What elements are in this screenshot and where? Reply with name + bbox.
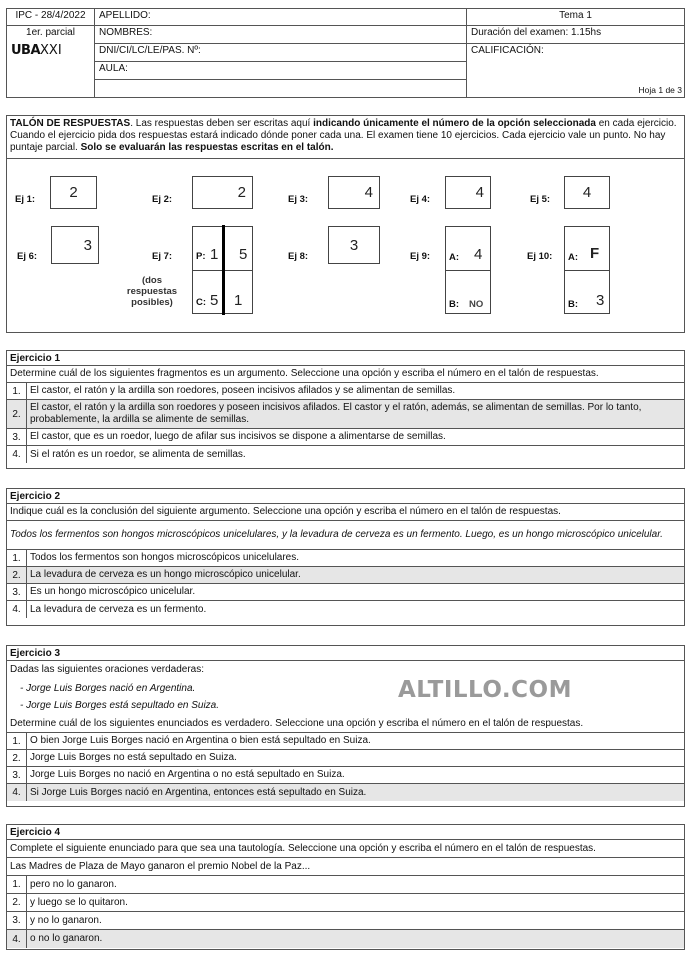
exercise-prompt: Indique cuál es la conclusión del siguiente argumento. Seleccione una opción y escriba el número en el talón de respuestas. xyxy=(7,504,684,521)
theme-label: Tema 1 xyxy=(467,9,685,26)
exam-type: 1er. parcial xyxy=(7,26,95,43)
option-number: 1. xyxy=(7,733,27,749)
ej10-b-label: B: xyxy=(568,299,579,310)
uba-logo: UBAXXI xyxy=(11,43,62,59)
duration-label: Duración del examen: 1.15hs xyxy=(467,26,685,43)
answer-sheet-instructions: TALÓN DE RESPUESTAS. Las respuestas deben ser escritas aquí indicando únicamente el número de la opción seleccionada en cada ejercicio. Cuando el ejercicio pida dos respuestas estará indicado dónde poner cada una. El examen tiene 10 ejercicios. Cada ejercicio vale un punto. No hay puntaje parcial. Solo se evaluarán las respuestas escritas en el talón. xyxy=(7,116,684,159)
ej4-answer-box[interactable]: 4 xyxy=(445,176,491,209)
option-text: El castor, el ratón y la ardilla son roedores, poseen incisivos afilados y se alimentan de semillas. xyxy=(30,385,456,396)
exercise-prompt: Determine cuál de los siguientes enunciados es verdadero. Seleccione una opción y escriba el número en el talón de respuestas. xyxy=(10,718,584,729)
ej8-answer-box[interactable]: 3 xyxy=(328,226,380,264)
ej5-label: Ej 5: xyxy=(530,194,551,205)
surname-label: APELLIDO: xyxy=(95,9,467,26)
ej7-c-label: C: xyxy=(196,297,207,308)
exercise-1 xyxy=(6,350,685,469)
option-number: 1. xyxy=(7,550,27,566)
option-text: O bien Jorge Luis Borges nació en Argentina o bien está sepultado en Suiza. xyxy=(30,735,371,746)
option-number: 3. xyxy=(7,912,27,929)
ej2-answer-box[interactable]: 2 xyxy=(192,176,253,209)
option-row xyxy=(7,894,684,912)
ej8-label: Ej 8: xyxy=(288,251,309,262)
ej9-label: Ej 9: xyxy=(410,251,431,262)
ej5-answer-box[interactable]: 4 xyxy=(564,176,610,209)
grade-label: CALIFICACIÓN: xyxy=(471,44,544,56)
ej6-answer-box[interactable]: 3 xyxy=(51,226,99,264)
option-number: 2. xyxy=(7,894,27,911)
option-number: 4. xyxy=(7,784,27,801)
ej1-label: Ej 1: xyxy=(15,194,36,205)
exercise-3-statement xyxy=(7,661,684,733)
option-number: 1. xyxy=(7,876,27,893)
answer-sheet xyxy=(6,115,685,333)
premise-1: - Jorge Luis Borges nació en Argentina. xyxy=(20,683,196,694)
option-number: 3. xyxy=(7,584,27,600)
option-text: El castor, el ratón y la ardilla son roedores y poseen incisivos afilados. El castor y el ratón, además, se alimentan de semillas. Por lo tanto, probablemente, la ardilla se alimente de semillas. xyxy=(30,402,642,425)
ej7-p-value: 1 xyxy=(210,246,219,263)
option-row xyxy=(7,550,684,567)
option-row xyxy=(7,784,684,801)
option-row xyxy=(7,767,684,784)
ej1-answer-box[interactable]: 2 xyxy=(50,176,97,209)
ej3-answer-box[interactable]: 4 xyxy=(328,176,380,209)
grade-cell xyxy=(467,43,685,97)
option-text: y luego se lo quitaron. xyxy=(30,896,128,908)
option-text: El castor, que es un roedor, luego de afilar sus incisivos se dispone a alimentarse de semillas. xyxy=(30,431,446,442)
ej3-label: Ej 3: xyxy=(288,194,309,205)
option-row xyxy=(7,733,684,750)
ej7-p-label: P: xyxy=(196,251,206,262)
ej10-a-label: A: xyxy=(568,252,579,263)
exercise-2 xyxy=(6,488,685,626)
exercise-4 xyxy=(6,824,685,950)
logo xyxy=(7,43,95,97)
option-number: 2. xyxy=(7,400,27,428)
watermark: ALTILLO.COM xyxy=(398,677,572,703)
option-number: 1. xyxy=(7,383,27,399)
exercise-title: Ejercicio 1 xyxy=(7,351,684,366)
ej10-answer-box[interactable] xyxy=(564,226,610,314)
exercise-prompt: Determine cuál de los siguientes fragmentos es un argumento. Seleccione una opción y escriba el número en el talón de respuestas. xyxy=(7,366,684,383)
id-label: DNI/CI/LC/LE/PAS. Nº: xyxy=(95,43,467,61)
option-text: Es un hongo microscópico unicelular. xyxy=(30,586,196,597)
exercise-argument: Todos los fermentos son hongos microscópicos unicelulares, y la levadura de cerveza es un fermento. Luego, es un hongo microscópico unicelular. xyxy=(7,521,684,550)
exam-date: IPC - 28/4/2022 xyxy=(7,9,95,26)
option-number: 4. xyxy=(7,601,27,618)
exercise-title: Ejercicio 2 xyxy=(7,489,684,504)
ej9-a-label: A: xyxy=(449,252,460,263)
option-text: pero no lo ganaron. xyxy=(30,878,117,890)
option-row xyxy=(7,446,684,463)
ej4-label: Ej 4: xyxy=(410,194,431,205)
names-label: NOMBRES: xyxy=(95,26,467,43)
exercise-prompt-intro: Dadas las siguientes oraciones verdaderas: xyxy=(10,664,204,675)
ej7-right-top-value: 5 xyxy=(239,246,248,263)
ej10-label: Ej 10: xyxy=(527,251,553,262)
ej10-a-value: F xyxy=(590,245,600,262)
option-row xyxy=(7,750,684,767)
option-text: La levadura de cerveza es un fermento. xyxy=(30,603,207,615)
ej9-b-label: B: xyxy=(449,299,460,310)
option-row xyxy=(7,383,684,400)
option-row xyxy=(7,876,684,894)
page-number: Hoja 1 de 3 xyxy=(638,85,682,95)
option-text: Jorge Luis Borges no nació en Argentina o no está sepultado en Suiza. xyxy=(30,769,345,780)
option-number: 3. xyxy=(7,767,27,783)
option-row xyxy=(7,429,684,446)
exam-header xyxy=(6,8,685,98)
option-text: Si Jorge Luis Borges nació en Argentina, entonces está sepultado en Suiza. xyxy=(30,786,367,798)
option-text: Jorge Luis Borges no está sepultado en Suiza. xyxy=(30,752,237,763)
ej2-label: Ej 2: xyxy=(152,194,173,205)
ej7-divider-mark xyxy=(222,225,225,315)
option-row xyxy=(7,601,684,618)
ej9-answer-box[interactable] xyxy=(445,226,491,314)
ej9-a-value: 4 xyxy=(474,246,483,263)
exercise-statement: Las Madres de Plaza de Mayo ganaron el premio Nobel de la Paz... xyxy=(7,858,684,876)
ej9-b-value: NO xyxy=(469,299,484,310)
blank-cell xyxy=(95,79,467,97)
option-text: y no lo ganaron. xyxy=(30,914,102,926)
exercise-prompt: Complete el siguiente enunciado para que sea una tautología. Seleccione una opción y escriba el número en el talón de respuestas. xyxy=(7,840,684,858)
option-number: 4. xyxy=(7,930,27,948)
exercise-title: Ejercicio 4 xyxy=(7,825,684,840)
option-row xyxy=(7,584,684,601)
exercise-title: Ejercicio 3 xyxy=(7,646,684,661)
room-label: AULA: xyxy=(95,62,467,79)
option-text: o no lo ganaron. xyxy=(30,933,103,944)
ej7-answer-box[interactable] xyxy=(192,226,253,314)
ej10-b-value: 3 xyxy=(596,292,605,309)
ej7-note: (dos respuestas posibles) xyxy=(126,275,178,308)
option-row xyxy=(7,400,684,429)
ej6-label: Ej 6: xyxy=(17,251,38,262)
option-row xyxy=(7,930,684,948)
premise-2: - Jorge Luis Borges está sepultado en Suiza. xyxy=(20,700,220,711)
exercise-3 xyxy=(6,645,685,807)
option-text: Si el ratón es un roedor, se alimenta de semillas. xyxy=(30,448,246,460)
option-row xyxy=(7,567,684,584)
ej7-c-value: 5 xyxy=(210,292,219,309)
option-number: 3. xyxy=(7,429,27,445)
option-row xyxy=(7,912,684,930)
option-number: 2. xyxy=(7,567,27,583)
option-number: 2. xyxy=(7,750,27,766)
option-text: Todos los fermentos son hongos microscópicos unicelulares. xyxy=(30,552,300,563)
ej7-right-bottom-value: 1 xyxy=(234,292,243,309)
option-text: La levadura de cerveza es un hongo microscópico unicelular. xyxy=(30,569,301,580)
ej7-label: Ej 7: xyxy=(152,251,173,262)
option-number: 4. xyxy=(7,446,27,463)
